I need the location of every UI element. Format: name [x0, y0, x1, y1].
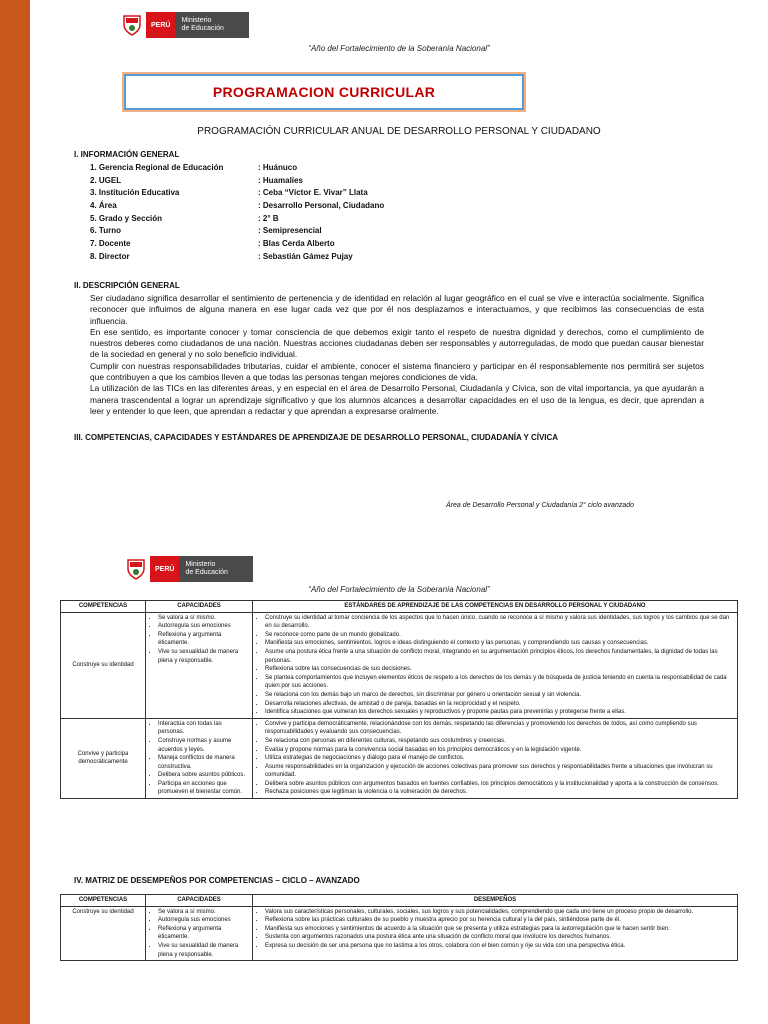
- list-item: • Autorregula sus emociones: [158, 916, 249, 925]
- list-item: • Se relaciona con los demás bajo un marco de derechos, sin discriminar por género u orientación sexual y sin violencia.: [265, 691, 734, 700]
- description-paragraph: Cumplir con nuestras responsabilidades tributarias, cuidar el ambiente, conocer el sistema financiero y participar en él responsablemente nos permitirá ser sujetos que contribuyen a que los cambios lleven a que todas las personas tengan mejores condiciones de vida.: [90, 360, 704, 383]
- description-paragraph: En ese sentido, es importante conocer y tomar consciencia de que debemos exigir tanto el respeto de nuestra dignidad y derechos, como el cumplimiento de nuestros deberes como ciudadanos de una nación. Nuestras acciones ciudadanas deben ser responsables y autorreguladas, de modo que puedan causar bienestar de la sociedad en general y no solo beneficio individual.: [90, 326, 704, 360]
- list-item: • Identifica situaciones que vulneran los derechos sexuales y reproductivos y propone pautas para prevenirlas y protegerse frente a ellas.: [265, 708, 734, 717]
- list-item: • Se relaciona con personas en diferentes culturas, respetando sus costumbres y creencias.: [265, 737, 734, 746]
- list-item: • Asume una postura ética frente a una situación de conflicto moral, integrando en su argumentación principios éticos, los derechos fundamentales, la dignidad de todas las personas.: [265, 648, 734, 665]
- column-header: CAPACIDADES: [146, 601, 253, 613]
- column-header: DESEMPEÑOS: [253, 895, 738, 907]
- ministry-logo: [126, 556, 253, 582]
- ministry-logo: [122, 12, 249, 38]
- list-item: • Convive y participa democráticamente, relacionándose con los demás, respetando las diferencias y promoviendo los derechos de todos, así como cumpliendo sus responsabilidades y evaluando sus consecuencias.: [265, 720, 734, 737]
- title-box: [122, 72, 526, 112]
- info-row: 7. Docente : Blas Cerda Alberto: [90, 239, 335, 249]
- info-row: 1. Gerencia Regional de Educación : Huánuco: [90, 163, 298, 172]
- logo-country: PERÚ: [146, 12, 175, 38]
- standards-cell: [253, 718, 738, 798]
- list-item: • Interactúa con todas las personas.: [158, 720, 249, 737]
- column-header: ESTÁNDARES DE APRENDIZAJE DE LAS COMPETENCIAS EN DESARROLLO PERSONAL Y CIUDADANO: [253, 601, 738, 613]
- list-item: • Delibera sobre asuntos públicos con argumentos basados en fuentes confiables, los principios democráticos y la institucionalidad y aporta a la construcción de consensos.: [265, 780, 734, 789]
- list-item: • Valora sus características personales, culturales, sociales, sus logros y sus potencialidades, comprendiendo que cada uno tiene un proceso propio de desarrollo.: [265, 908, 734, 917]
- list-item: • Reflexiona sobre las consecuencias de sus decisiones.: [265, 665, 734, 674]
- list-item: • Utiliza estrategias de negociaciones y diálogo para el manejo de conflictos.: [265, 754, 734, 763]
- competency-cell: Convive y participa democráticamente: [61, 718, 146, 798]
- table-row: [61, 718, 738, 798]
- list-item: • Reflexiona sobre las prácticas culturales de su pueblo y muestra aprecio por su herencia cultural y la del país, sintiéndose parte de él.: [265, 916, 734, 925]
- table-header-row: [61, 895, 738, 907]
- competency-cell: Construye su identidad: [61, 612, 146, 718]
- motto-text: “Año del Fortalecimiento de la Soberanía Nacional”: [308, 44, 490, 53]
- section-3-heading: III. COMPETENCIAS, CAPACIDADES Y ESTÁNDARES DE APRENDIZAJE DE DESARROLLO PERSONAL, CIUDADANÍA Y CÍVICA: [74, 433, 559, 442]
- standards-cell: [253, 612, 738, 718]
- capacities-cell: [146, 612, 253, 718]
- logo-country: PERÚ: [150, 556, 179, 582]
- list-item: • Se valora a sí mismo.: [158, 908, 249, 917]
- standards-table: [60, 600, 738, 799]
- logo-ministry: Ministerio de Educación: [179, 556, 253, 582]
- list-item: • Expresa su decisión de ser una persona que no lastima a los otros, colabora con el bien común y rije su vida con una perspectiva ética.: [265, 942, 734, 951]
- document-page: [30, 0, 768, 1024]
- list-item: • Construye su identidad al tomar conciencia de los aspectos que lo hacen único, cuando se reconoce a sí mismo y valora sus identidades, sus logros y los cambios que se dan en su desarrollo.: [265, 614, 734, 631]
- list-item: • Construye normas y asume acuerdos y leyes.: [158, 737, 249, 754]
- info-row: 4. Área : Desarrollo Personal, Ciudadano: [90, 201, 385, 211]
- info-row: 8. Director : Sebastián Gámez Pujay: [90, 251, 353, 261]
- list-item: • Reflexiona y argumenta éticamente.: [158, 925, 249, 942]
- column-header: COMPETENCIAS: [61, 601, 146, 613]
- list-item: • Desarrolla relaciones afectivas, de amistad o de pareja, basadas en la reciprocidad y el respeto.: [265, 700, 734, 709]
- general-info-list: [90, 163, 384, 265]
- coat-of-arms-icon: [126, 558, 146, 580]
- list-item: • Delibera sobre asuntos públicos.: [158, 771, 249, 780]
- list-item: • Asume responsabilidades en la organización y ejecución de acciones colectivas para promover sus derechos y responsabilidades frente a situaciones que involucran su comunidad.: [265, 763, 734, 780]
- table-row: [61, 612, 738, 718]
- performance-table: [60, 894, 738, 961]
- coat-of-arms-icon: [122, 14, 142, 36]
- list-item: • Vive su sexualidad de manera plena y responsable.: [158, 942, 249, 959]
- list-item: • Manifiesta sus emociones y sentimientos de acuerdo a la situación que se presenta y utiliza estrategias para la autorregulación que le hacen sentir bien.: [265, 925, 734, 934]
- area-note: Área de Desarrollo Personal y Ciudadanía 2° ciclo avanzado: [446, 502, 635, 509]
- table-header-row: [61, 601, 738, 613]
- column-header: CAPACIDADES: [146, 895, 253, 907]
- list-item: • Sustenta con argumentos razonados una postura ética ante una situación de conflicto moral que involucre los derechos humanos.: [265, 933, 734, 942]
- motto-text: “Año del Fortalecimiento de la Soberanía Nacional”: [308, 585, 490, 594]
- column-header: COMPETENCIAS: [61, 895, 146, 907]
- list-item: • Participa en acciones que promueven el bienestar común.: [158, 780, 249, 797]
- list-item: • Reflexiona y argumenta éticamente.: [158, 631, 249, 648]
- capacities-cell: [146, 906, 253, 961]
- competency-cell: Construye su identidad: [61, 906, 146, 961]
- info-row: 6. Turno : Semipresencial: [90, 226, 322, 236]
- page-title: PROGRAMACION CURRICULAR: [212, 84, 436, 100]
- info-row: 3. Institución Educativa : Ceba “Víctor E. Vivar” Llata: [90, 188, 368, 198]
- list-item: • Manifiesta sus emociones, sentimientos, logros e ideas distinguiendo el contexto y las personas, y comprendiendo sus causas y consecuencias.: [265, 639, 734, 648]
- table-row: [61, 906, 738, 961]
- list-item: • Evalúa y propone normas para la convivencia social basadas en los principios democráticos y en la legislación vigente.: [265, 746, 734, 755]
- description-paragraph: La utilización de las TICs en las diferentes áreas, y en especial en el área de Desarrollo Personal, Ciudadanía y Cívica, son de vital importancia, ya que ayudarán a manera trascendental a lograr un aprendizaje significativo y que los alumnos alcances a desarrollar capacidades en el uso de la lengua, es decir, que aprendan a leer y entender lo que leen, que aprendan a redactar y que aprendan a expresarse oralmente.: [90, 383, 704, 416]
- section-2-heading: II. DESCRIPCIÓN GENERAL: [74, 281, 180, 290]
- performance-cell: [253, 906, 738, 961]
- list-item: • Vive su sexualidad de manera plena y responsable.: [158, 648, 249, 665]
- section-4-heading: IV. MATRIZ DE DESEMPEÑOS POR COMPETENCIAS – CICLO – AVANZADO: [74, 876, 360, 885]
- info-row: 5. Grado y Sección : 2° B: [90, 213, 279, 223]
- capacities-cell: [146, 718, 253, 798]
- info-row: 2. UGEL : Huamalíes: [90, 175, 303, 185]
- list-item: • Maneja conflictos de manera constructiva.: [158, 754, 249, 771]
- subtitle: PROGRAMACIÓN CURRICULAR ANUAL DE DESARROLLO PERSONAL Y CIUDADANO: [197, 126, 601, 137]
- list-item: • Rechaza posiciones que legitiman la violencia o la vulneración de derechos.: [265, 788, 734, 797]
- description-paragraph: Ser ciudadano significa desarrollar el sentimiento de pertenencia y de identidad en relación al lugar geográfico en el cual se vive e interactúa socialmente. Significa reconocer que influimos de alguna manera en ese lugar cada vez que por él nos desplazamos e interactuamos, y que recibimos las consecuencias de esta influencia.: [90, 293, 704, 326]
- list-item: • Se reconoce como parte de un mundo globalizado.: [265, 631, 734, 640]
- list-item: • Se valora a sí mismo.: [158, 614, 249, 623]
- list-item: • Se plantea comportamientos que incluyen elementos éticos de respeto a los derechos de los demás y de búsqueda de justicia teniendo en cuenta la responsabilidad de cada quien por sus acciones.: [265, 674, 734, 691]
- section-1-heading: I. INFORMACIÓN GENERAL: [74, 150, 180, 159]
- logo-ministry: Ministerio de Educación: [175, 12, 249, 38]
- list-item: • Autorregula sus emociones: [158, 622, 249, 631]
- general-description: [90, 293, 704, 417]
